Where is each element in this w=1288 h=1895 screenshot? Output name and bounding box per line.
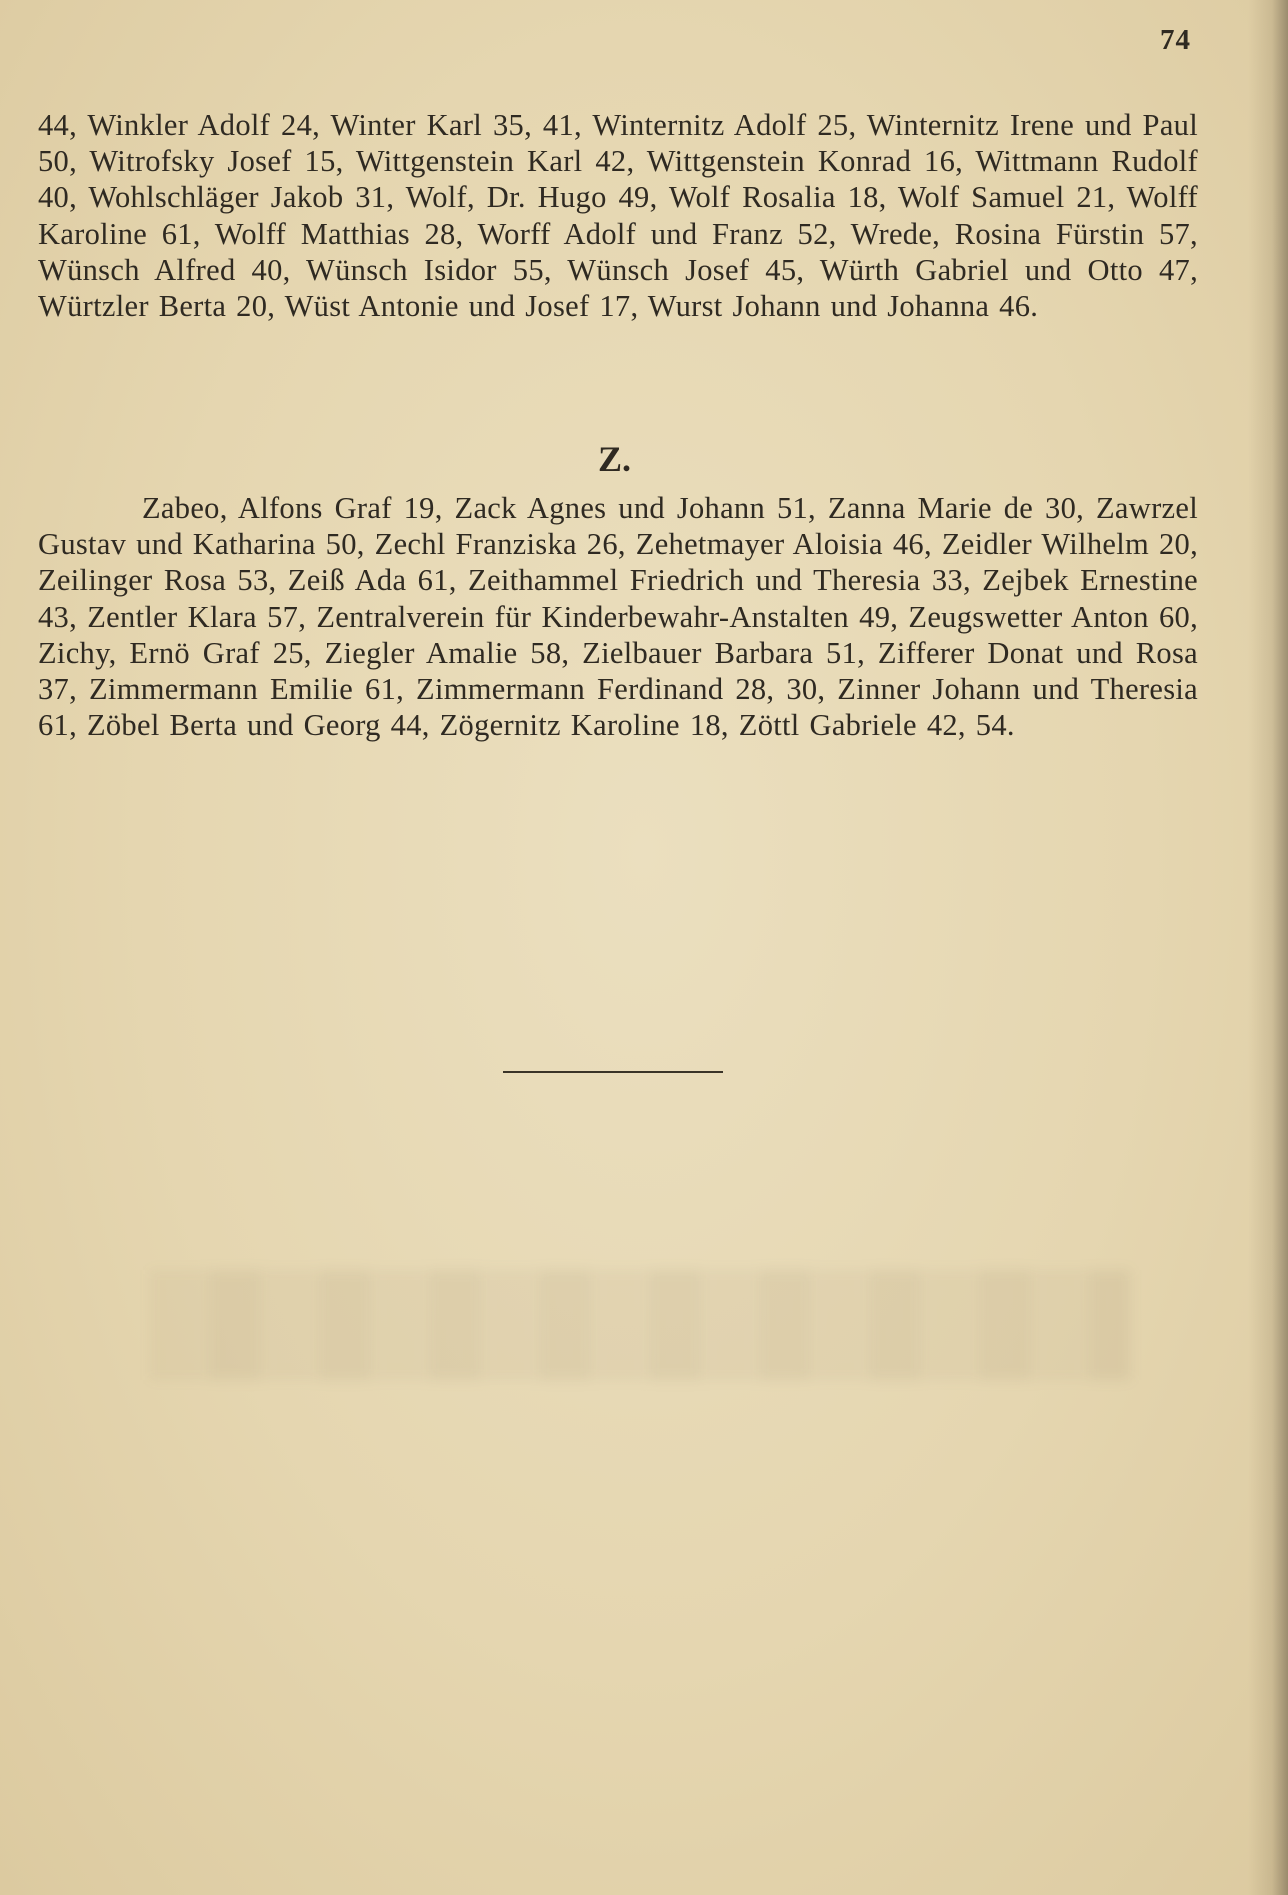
section-heading-z: Z.: [598, 439, 632, 479]
page-edge-shadow: [1248, 0, 1288, 1895]
show-through-print: [150, 1270, 1130, 1380]
index-block-z: [38, 490, 1198, 743]
index-block-w: [38, 107, 1198, 324]
page-number: 74: [1160, 24, 1191, 56]
index-text-z: Zabeo, Alfons Graf 19, Zack Agnes und Johann 51, Zanna Marie de 30, Zawrzel Gustav und Katharina 50, Zechl Franziska 26, Zehetmayer Aloisia 46, Zeidler Wilhelm 20, Zeilinger Rosa 53, Zeiß Ada 61, Zeithammel Friedrich und Theresia 33, Zejbek Ernestine 43, Zentler Klara 57, Zentralverein für Kinderbewahr-Anstalten 49, Zeugswetter Anton 60, Zichy, Ernö Graf 25, Ziegler Amalie 58, Zielbauer Barbara 51, Zifferer Donat und Rosa 37, Zimmermann Emilie 61, Zimmermann Ferdinand 28, 30, Zinner Johann und Theresia 61, Zöbel Berta und Georg 44, Zögernitz Karoline 18, Zöttl Gabriele 42, 54.: [38, 491, 1198, 743]
index-text-w: 44, Winkler Adolf 24, Winter Karl 35, 41, Winternitz Adolf 25, Winternitz Irene und Paul 50, Witrofsky Josef 15, Wittgenstein Karl 42, Wittgenstein Konrad 16, Wittmann Rudolf 40, Wohlschläger Jakob 31, Wolf, Dr. Hugo 49, Wolf Rosalia 18, Wolf Samuel 21, Wolff Karoline 61, Wolff Matthias 28, Worff Adolf und Franz 52, Wrede, Rosina Fürstin 57, Wünsch Alfred 40, Wünsch Isidor 55, Wünsch Josef 45, Würth Gabriel und Otto 47, Würtzler Berta 20, Wüst Antonie und Josef 17, Wurst Johann und Johanna 46.: [38, 108, 1198, 324]
end-rule: [503, 1071, 723, 1073]
